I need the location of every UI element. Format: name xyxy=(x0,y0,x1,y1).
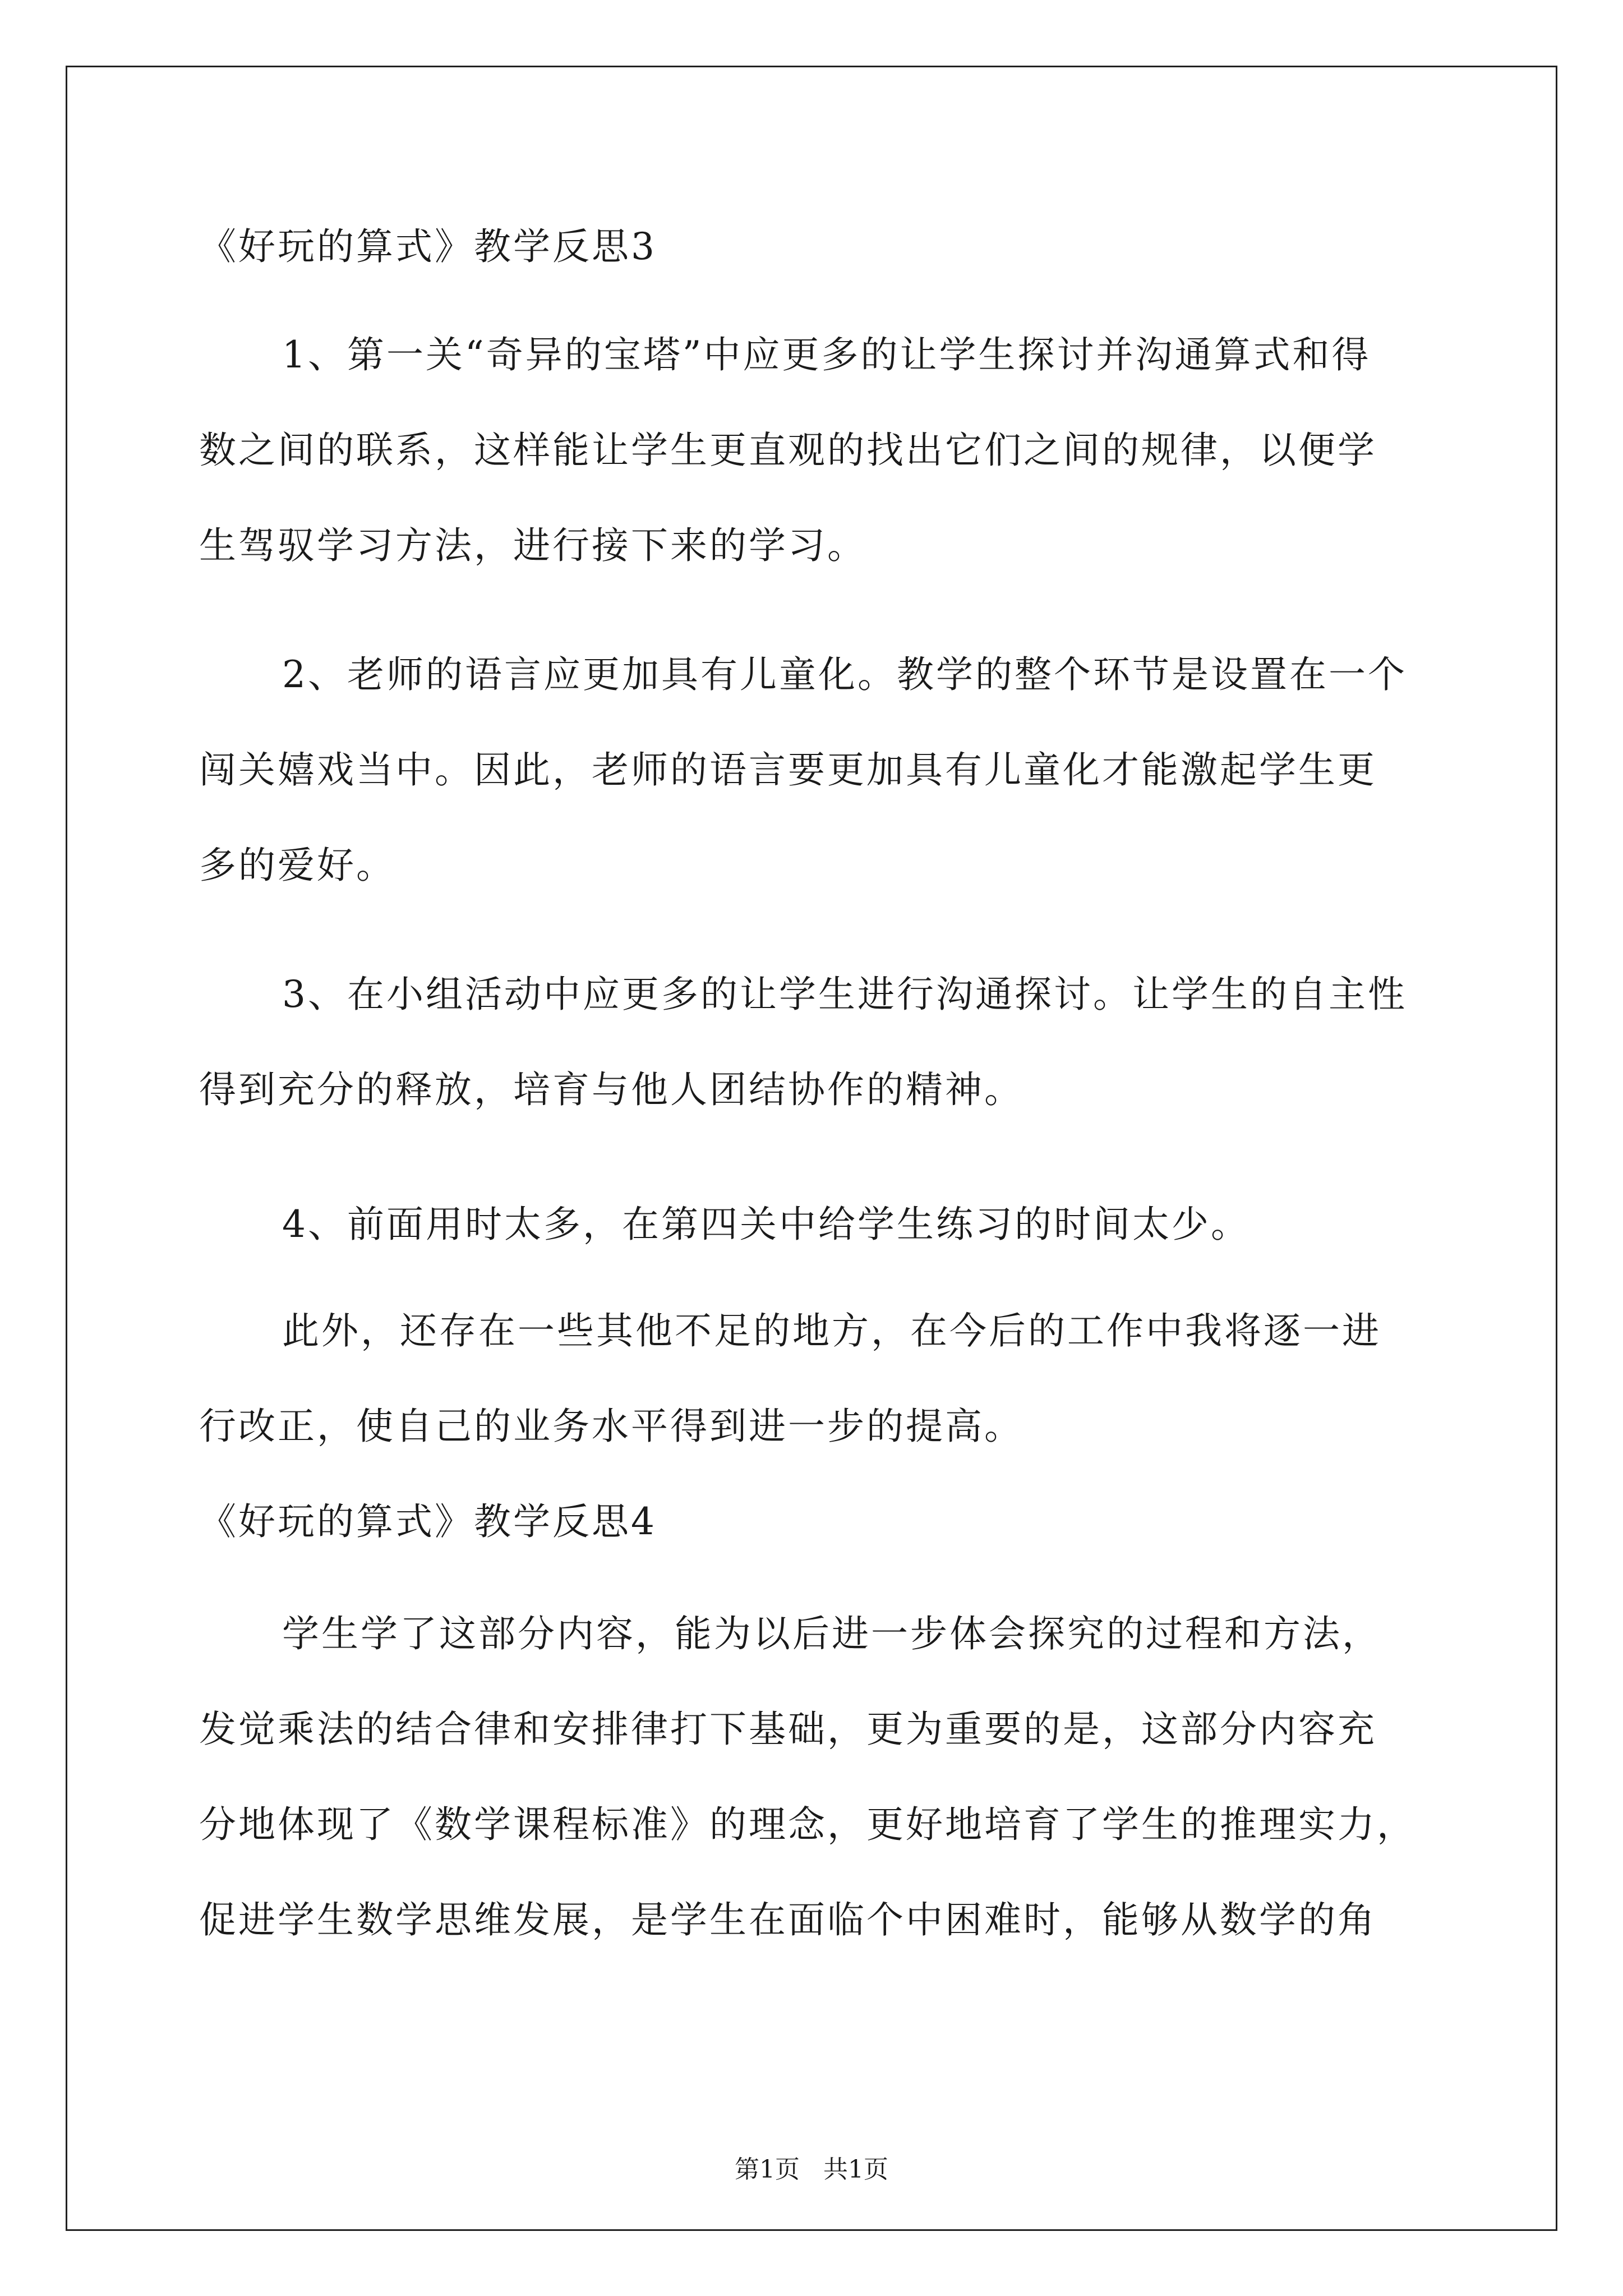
paragraph-line: 发觉乘法的结合律和安排律打下基础，更为重要的是，这部分内容充 xyxy=(199,1708,1377,1751)
paragraph-line: 促进学生数学思维发展，是学生在面临个中困难时，能够从数学的角 xyxy=(199,1898,1377,1941)
paragraph-line: 闯关嬉戏当中。因此，老师的语言要更加具有儿童化才能激起学生更 xyxy=(199,748,1377,792)
paragraph-line: 分地体现了《数学课程标准》的理念，更好地培育了学生的推理实力， xyxy=(199,1803,1416,1846)
paragraph-line: 多的爱好。 xyxy=(199,844,395,887)
section-heading: 《好玩的算式》教学反思3 xyxy=(199,225,657,268)
page-footer: 第1页 共1页 xyxy=(735,2155,888,2184)
paragraph-line: 2、老师的语言应更加具有儿童化。教学的整个环节是设置在一个 xyxy=(282,653,1407,696)
paragraph-line: 得到充分的释放，培育与他人团结协作的精神。 xyxy=(199,1068,1023,1111)
paragraph-line: 行改正，使自己的业务水平得到进一步的提高。 xyxy=(199,1405,1023,1448)
paragraph-line: 1、第一关“奇异的宝塔”中应更多的让学生探讨并沟通算式和得 xyxy=(282,333,1371,376)
paragraph-line: 此外，还存在一些其他不足的地方，在今后的工作中我将逐一进 xyxy=(282,1309,1381,1352)
paragraph-line: 生驾驭学习方法，进行接下来的学习。 xyxy=(199,524,866,567)
paragraph-line: 4、前面用时太多，在第四关中给学生练习的时间太少。 xyxy=(282,1203,1250,1246)
paragraph-line: 3、在小组活动中应更多的让学生进行沟通探讨。让学生的自主性 xyxy=(282,973,1407,1016)
section-heading: 《好玩的算式》教学反思4 xyxy=(199,1500,657,1543)
paragraph-line: 数之间的联系，这样能让学生更直观的找出它们之间的规律，以便学 xyxy=(199,429,1377,472)
paragraph-line: 学生学了这部分内容，能为以后进一步体会探究的过程和方法， xyxy=(282,1612,1381,1655)
